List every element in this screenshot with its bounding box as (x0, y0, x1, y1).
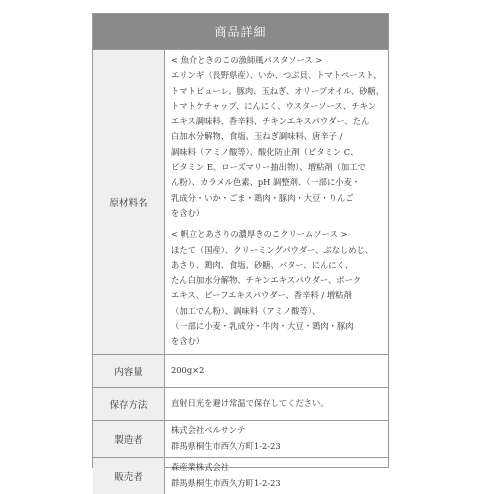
materials-section-1 (171, 53, 384, 221)
materials-line: あさり、鶏肉、食塩、砂糖、バター、にんにく、 (171, 259, 354, 270)
materials-line: エリンギ（長野県産）、いか、つぶ貝、トマトペースト、 (171, 70, 382, 81)
manufacturer-label: 製造者 (93, 420, 165, 457)
manufacturer-value (165, 420, 389, 457)
row-materials (93, 50, 388, 355)
seller-label: 販売者 (93, 457, 165, 494)
materials-line: ビタミン E、ローズマリー抽出物）、増粘剤（加工で (171, 162, 366, 173)
panel-header (93, 14, 388, 49)
seller-address: 群馬県桐生市西久方町1-2-23 (171, 477, 281, 488)
storage-value: 直射日光を避け常温で保存してください。 (165, 387, 389, 420)
materials-line: < 帆立とあさりの濃厚きのこクリームソース > (171, 229, 348, 240)
materials-line: ほたて（国産）、クリーミングパウダー、ぶなしめじ、 (171, 244, 374, 255)
content-value: 200g×2 (165, 354, 389, 387)
seller-value (165, 457, 389, 494)
product-details-panel (92, 13, 389, 488)
row-content (93, 354, 388, 387)
materials-line: を含む） (171, 336, 205, 347)
manufacturer-name: 株式会社ベルサンテ (171, 425, 246, 436)
materials-line: たん白加水分解物、チキンエキスパウダー、ポーク (171, 275, 362, 286)
materials-line: エキス、ビーフエキスパウダー、香辛料 / 増粘剤 (171, 290, 352, 301)
materials-line: ん粉）、カラメル色素、pH 調整剤、（一部に小麦・ (171, 177, 361, 188)
content-label: 内容量 (93, 354, 165, 387)
materials-line: 乳成分・いか・ごま・鶏肉・豚肉・大豆・りんご (171, 192, 354, 203)
materials-line: トマトピューレ、豚肉、玉ねぎ、オリーブオイル、砂糖、 (171, 85, 384, 96)
materials-value (165, 50, 389, 355)
materials-line: トマトケチャップ、にんにく、ウスターソース、チキン (171, 100, 377, 111)
row-manufacturer (93, 420, 388, 457)
materials-line: < 魚介ときのこの漁師風パスタソース > (171, 55, 323, 65)
row-seller (93, 457, 388, 494)
materials-line: 白加水分解物、食塩、玉ねぎ調味料、唐辛子 / (171, 131, 343, 142)
materials-line: （一部に小麦・乳成分・牛肉・大豆・鶏肉・豚肉 (171, 321, 354, 332)
manufacturer-address: 群馬県桐生市西久方町1-2-23 (171, 440, 281, 451)
materials-line: （加工でん粉）、調味料（アミノ酸等）、 (171, 305, 321, 316)
panel-title: 商品詳細 (214, 25, 267, 39)
details-table (93, 49, 388, 494)
materials-line: エキス調味料、香辛料、チキンエキスパウダー、たん (171, 116, 370, 127)
materials-section-2 (171, 227, 384, 349)
row-storage (93, 387, 388, 420)
materials-line: 調味料（アミノ酸等）、酸化防止剤（ビタミン C、 (171, 146, 359, 157)
materials-label: 原材料名 (93, 50, 165, 355)
materials-line: を含む） (171, 207, 205, 218)
seller-name: 森産業株式会社 (171, 462, 230, 473)
storage-label: 保存方法 (93, 387, 165, 420)
